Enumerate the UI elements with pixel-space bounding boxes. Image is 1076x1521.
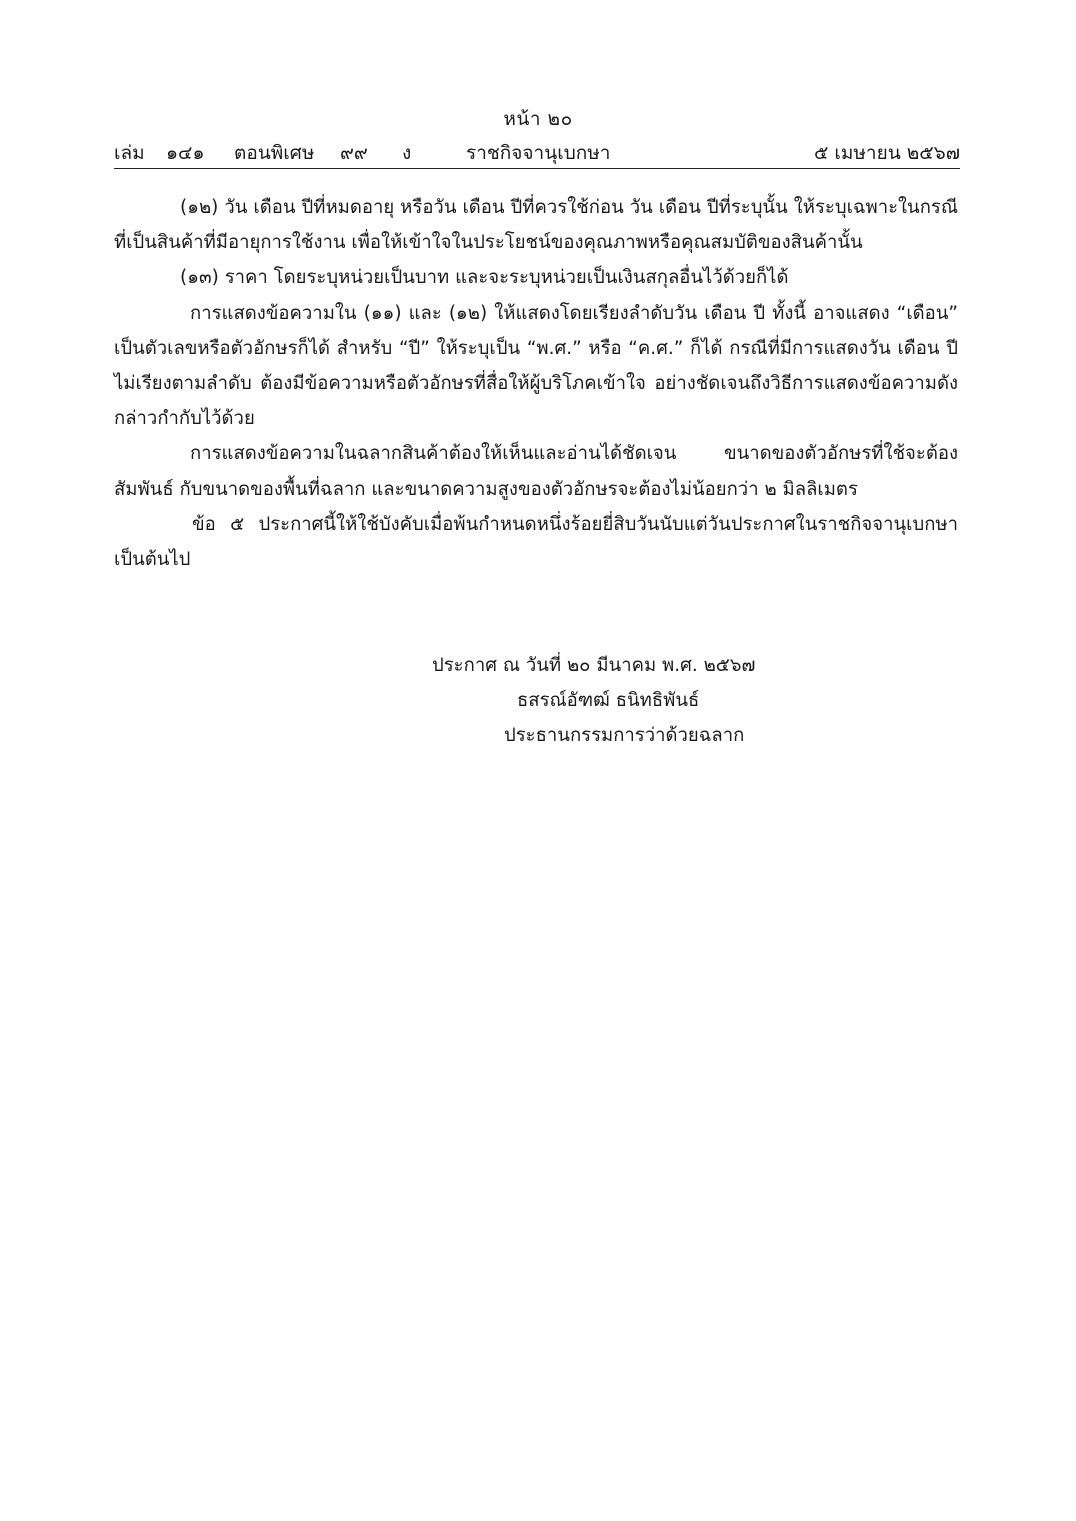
- paragraph-clause-5: ข้อ ๕ ประกาศนี้ให้ใช้บังคับเมื่อพ้นกำหนดหนึ่งร้อยยี่สิบวันนับแต่วันประกาศในราชกิจจานุเบกษา เป็นต้นไป: [114, 513, 958, 571]
- gazette-header: [114, 138, 960, 169]
- announcement-date: ประกาศ ณ วันที่ ๒๐ มีนาคม พ.ศ. ๒๕๖๗: [432, 655, 756, 676]
- gazette-name: ราชกิจจานุเบกษา: [466, 142, 611, 164]
- publication-date: ๕ เมษายน ๒๕๖๗: [813, 142, 960, 164]
- section-letter: ง: [402, 142, 412, 164]
- body-text: [114, 190, 958, 577]
- signatory-name: ธสรณ์อัฑฒ์ ธนิทธิพันธ์: [517, 690, 700, 711]
- paragraph-item-13: (๑๓) ราคา โดยระบุหน่วยเป็นบาท และจะระบุหน่วยเป็นเงินสกุลอื่นไว้ด้วยก็ได้: [180, 267, 789, 289]
- paragraph-label-text-size: การแสดงข้อความในฉลากสินค้าต้องให้เห็นและอ่านได้ชัดเจน ขนาดของตัวอักษรที่ใช้จะต้องสัมพันธ์ กับขนาดของพื้นที่ฉลาก และขนาดความสูงของตัวอักษรจะต้องไม่น้อยกว่า ๒ มิลลิเมตร: [114, 443, 958, 500]
- volume-label: เล่ม: [114, 142, 145, 164]
- paragraph-date-display: การแสดงข้อความใน (๑๑) และ (๑๒) ให้แสดงโดยเรียงลำดับวัน เดือน ปี ทั้งนี้ อาจแสดง “เดือน” เป็นตัวเลขหรือตัวอักษรก็ได้ สำหรับ “ปี” ให้ระบุเป็น “พ.ศ.” หรือ “ค.ศ.” ก็ได้ กรณีที่มีการแสดงวัน เดือน ปี ไม่เรียงตามลำดับ ต้องมีข้อความหรือตัวอักษรที่สื่อให้ผู้บริโภคเข้าใจ อย่างชัดเจนถึงวิธีการแสดงข้อความดังกล่าวกำกับไว้ด้วย: [114, 302, 958, 430]
- volume-number: ๑๔๑: [166, 142, 205, 164]
- signatory-title: ประธานกรรมการว่าด้วยฉลาก: [504, 725, 745, 746]
- section-number: ๙๙: [340, 142, 368, 164]
- section-label: ตอนพิเศษ: [234, 142, 315, 164]
- page-number: หน้า ๒๐: [503, 108, 573, 130]
- paragraph-item-12: (๑๒) วัน เดือน ปีที่หมดอายุ หรือวัน เดือน ปีที่ควรใช้ก่อน วัน เดือน ปีที่ระบุนั้น ให้ระบุเฉพาะในกรณีที่เป็นสินค้าที่มีอายุการใช้งาน เพื่อให้เข้าใจในประโยชน์ของคุณภาพหรือคุณสมบัติของสินค้านั้น: [114, 197, 958, 254]
